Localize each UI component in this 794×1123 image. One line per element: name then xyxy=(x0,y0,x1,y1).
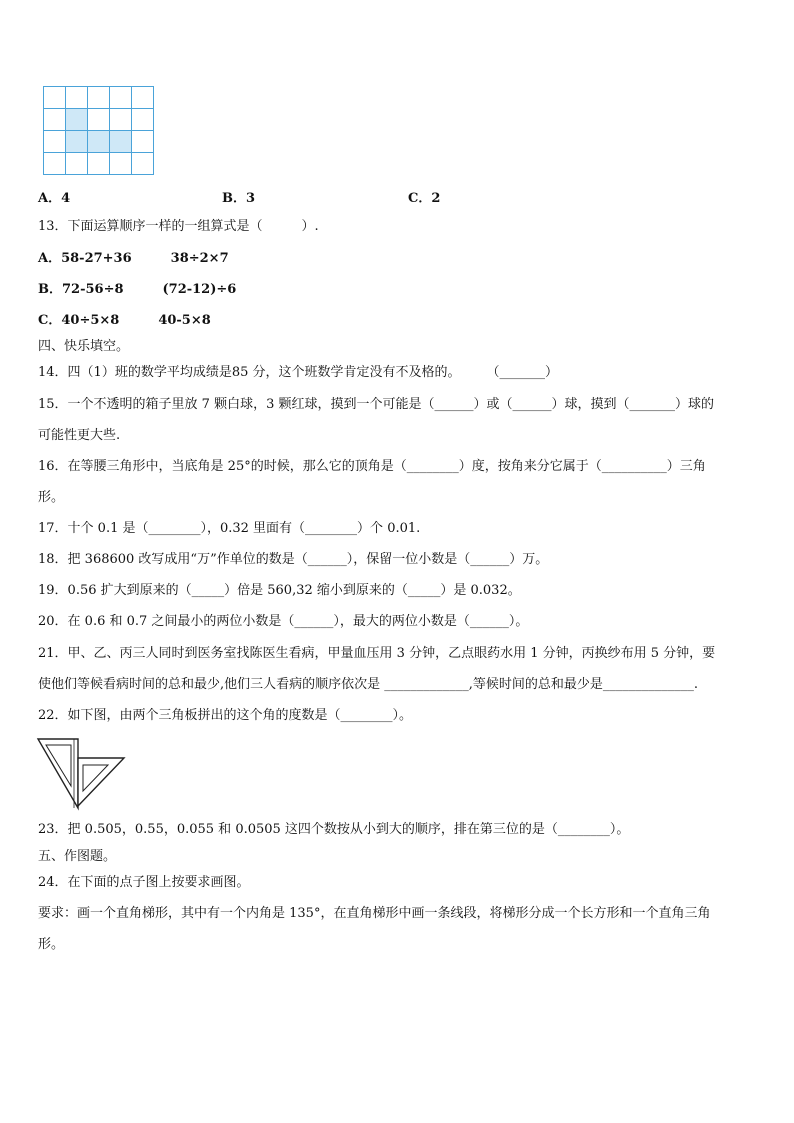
q13-stem: 13．下面运算顺序一样的一组算式是（ ）. xyxy=(38,219,319,234)
q13-option-c: C．40÷5×8 40-5×8 xyxy=(38,313,211,328)
section-4-heading: 四、快乐填空。 xyxy=(38,339,130,354)
q19: 19．0.56 扩大到原来的（_____）倍是 560,32 缩小到原来的（_____）是 0.032。 xyxy=(38,583,521,598)
q15-line-2: 可能性更大些. xyxy=(38,428,121,443)
section-5-heading: 五、作图题。 xyxy=(38,849,117,864)
q24-requirement-line-1: 要求：画一个直角梯形，其中有一个内角是 135°，在直角梯形中画一条线段，将梯形分成一个长方形和一个直角三角 xyxy=(38,906,711,921)
q16-line-2: 形。 xyxy=(38,490,65,505)
q23: 23．把 0.505，0.55，0.055 和 0.0505 这四个数按从小到大的顺序，排在第三位的是（________）。 xyxy=(38,822,630,837)
q22: 22．如下图，由两个三角板拼出的这个角的度数是（________）。 xyxy=(38,708,413,723)
q24-requirement-line-2: 形。 xyxy=(38,937,65,952)
set-square-figure xyxy=(36,736,128,811)
q18: 18．把 368600 改写成用“万”作单位的数是（______），保留一位小数是（______）万。 xyxy=(38,552,549,567)
q12-option-b: B．3 xyxy=(222,191,256,206)
q14: 14．四（1）班的数学平均成绩是85 分，这个班数学肯定没有不及格的。 （_______） xyxy=(38,365,558,380)
q15-line-1: 15．一个不透明的箱子里放 7 颗白球，3 颗红球，摸到一个可能是（______）或（______）球，摸到（_______）球的 xyxy=(38,397,714,412)
q12-option-a: A．4 xyxy=(38,191,71,206)
q21-line-1: 21．甲、乙、丙三人同时到医务室找陈医生看病，甲量血压用 3 分钟，乙点眼药水用 1 分钟，丙换纱布用 5 分钟，要 xyxy=(38,646,716,661)
q17: 17．十个 0.1 是（________），0.32 里面有（________）个 0.01. xyxy=(38,521,421,536)
q16-line-1: 16．在等腰三角形中，当底角是 25°的时候，那么它的顶角是（________）度，按角来分它属于（__________）三角 xyxy=(38,459,706,474)
q13-option-b: B．72-56÷8 (72-12)÷6 xyxy=(38,282,237,297)
q21-line-2: 使他们等候看病时间的总和最少,他们三人看病的顺序依次是 _____________,等候时间的总和最少是______________. xyxy=(38,677,699,692)
large-triangle xyxy=(38,739,78,808)
q12-option-c: C．2 xyxy=(408,191,441,206)
q20: 20．在 0.6 和 0.7 之间最小的两位小数是（______），最大的两位小数是（______）。 xyxy=(38,614,529,629)
q13-option-a: A．58-27+36 38÷2×7 xyxy=(38,251,229,266)
grid-table xyxy=(43,86,154,175)
square-grid-figure xyxy=(43,86,156,175)
q24: 24．在下面的点子图上按要求画图。 xyxy=(38,875,250,890)
